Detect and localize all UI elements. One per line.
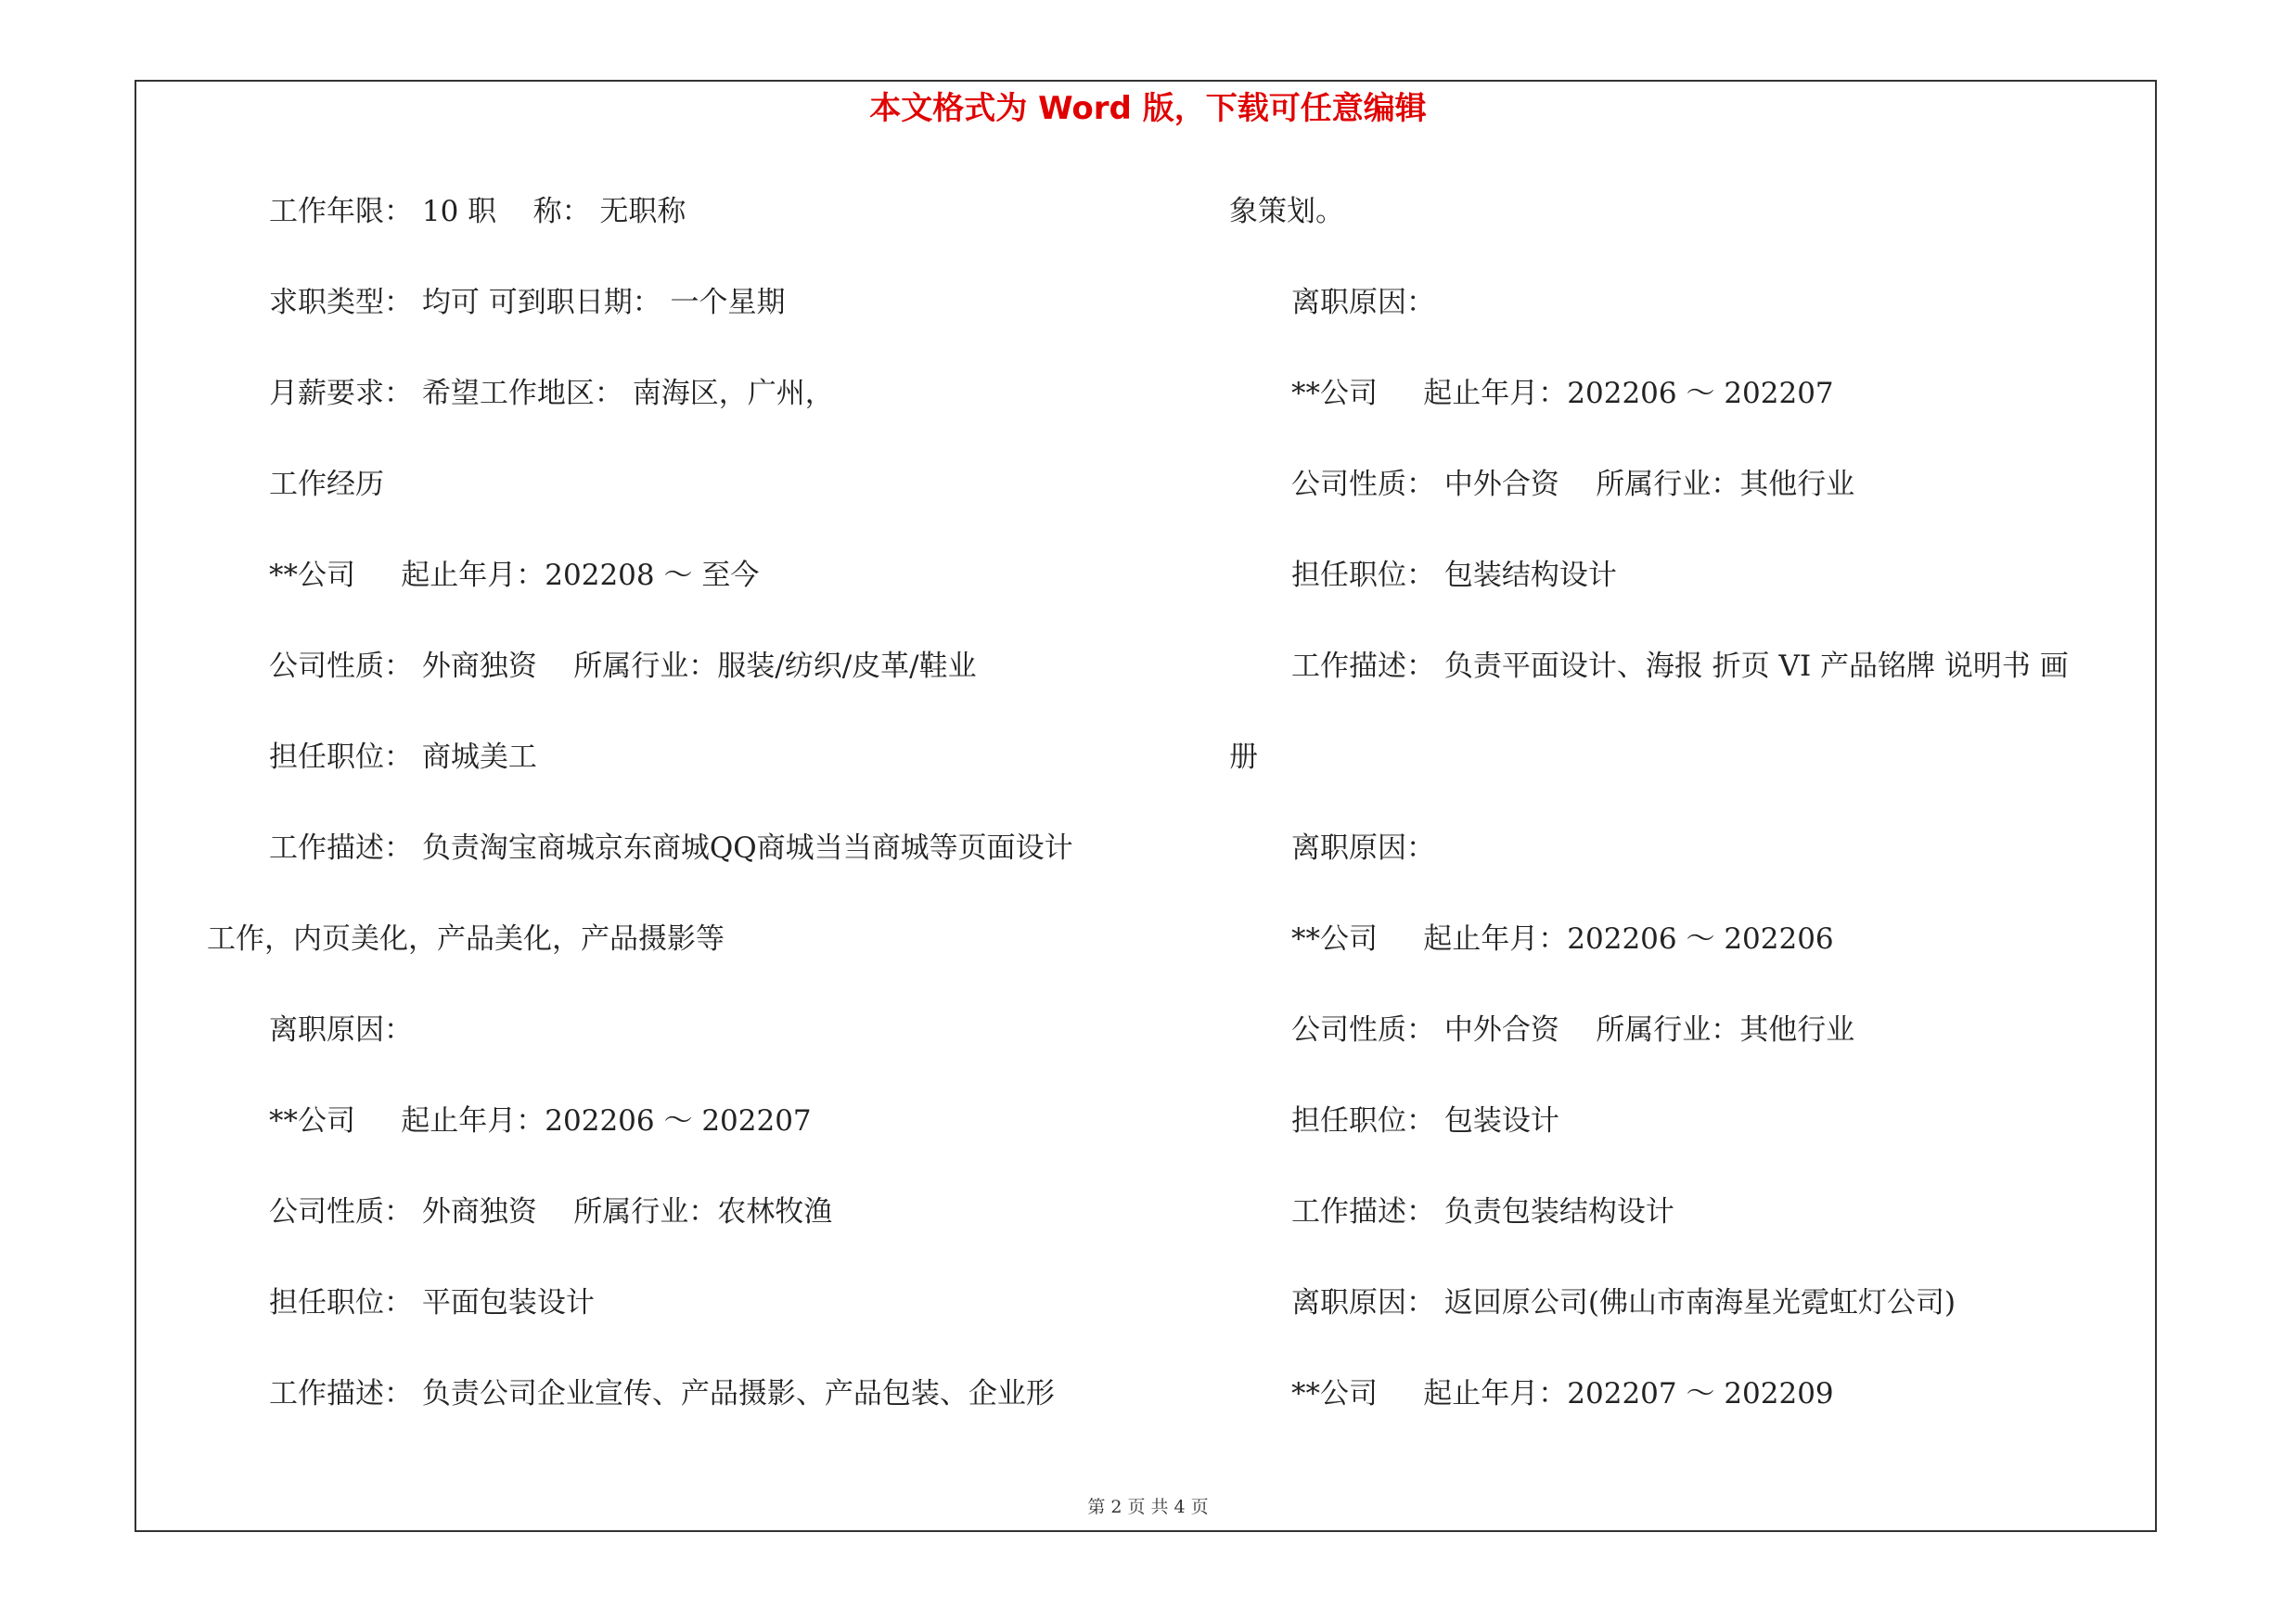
page-number-footer: 第 2 页 共 4 页 [1087, 1497, 1209, 1517]
job-description-line: 工作描述： 负责淘宝商城京东商城QQ商城当当商城等页面设计 [269, 831, 1073, 865]
leave-reason-line: 离职原因： 返回原公司(佛山市南海星光霓虹灯公司) [1291, 1286, 1956, 1320]
company-nature-line: 公司性质： 中外合资 所属行业：其他行业 [1291, 1013, 1855, 1047]
job-description-continued: 册 [1229, 741, 1258, 774]
job-description-continued: 象策划。 [1229, 195, 1344, 228]
job-description-line: 工作描述： 负责平面设计、海报 折页 VI 产品铭牌 说明书 画 [1291, 650, 2069, 683]
company-nature-line: 公司性质： 外商独资 所属行业：服装/纺织/皮革/鞋业 [269, 650, 977, 683]
company-period-line: **公司 起止年月：202206 ～ 202206 [1291, 922, 1834, 956]
company-period-line: **公司 起止年月：202206 ～ 202207 [269, 1104, 812, 1138]
position-line: 担任职位： 包装结构设计 [1291, 559, 1617, 592]
leave-reason-line: 离职原因： [1291, 286, 1435, 319]
company-period-line: **公司 起止年月：202207 ～ 202209 [1291, 1377, 1834, 1410]
company-period-line: **公司 起止年月：202206 ～ 202207 [1291, 377, 1834, 410]
word-format-banner: 本文格式为 Word 版，下载可任意编辑 [869, 90, 1427, 127]
job-description-continued: 工作，内页美化，产品美化，产品摄影等 [207, 922, 725, 956]
leave-reason-line: 离职原因： [269, 1013, 413, 1047]
job-description-line: 工作描述： 负责包装结构设计 [1291, 1195, 1674, 1229]
position-line: 担任职位： 平面包装设计 [269, 1286, 595, 1320]
salary-location-line: 月薪要求： 希望工作地区： 南海区，广州， [269, 377, 834, 410]
job-type-line: 求职类型： 均可 可到职日期： 一个星期 [269, 286, 786, 319]
position-line: 担任职位： 包装设计 [1291, 1104, 1559, 1138]
company-nature-line: 公司性质： 外商独资 所属行业：农林牧渔 [269, 1195, 833, 1229]
position-line: 担任职位： 商城美工 [269, 741, 537, 774]
company-nature-line: 公司性质： 中外合资 所属行业：其他行业 [1291, 468, 1855, 501]
leave-reason-line: 离职原因： [1291, 831, 1435, 865]
job-description-line: 工作描述： 负责公司企业宣传、产品摄影、产品包装、企业形 [269, 1377, 1055, 1410]
work-experience-heading: 工作经历 [269, 468, 384, 501]
company-period-line: **公司 起止年月：202208 ～ 至今 [269, 559, 760, 592]
work-years-line: 工作年限： 10 职 称： 无职称 [269, 195, 686, 228]
